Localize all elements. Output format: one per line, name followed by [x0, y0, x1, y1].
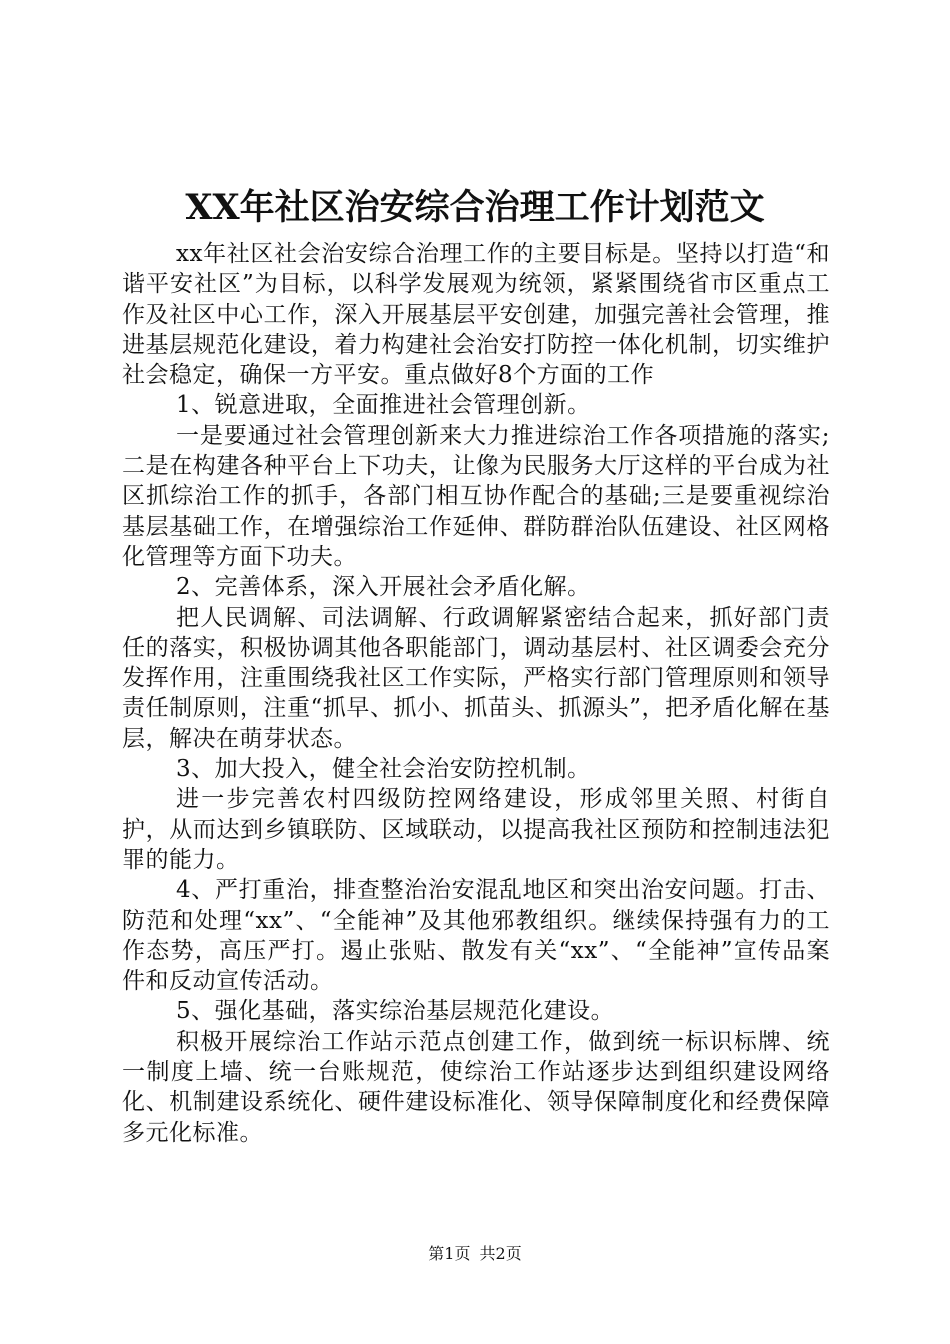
section-4-body: 4、严打重治，排查整治治安混乱地区和突出治安问题。打击、防范和处理“xx”、“全能神”及其他邪教组织。继续保持强有力的工作态势，高压严打。遏止张贴、散发有关“xx”、“全能神”宣传品案件和反动宣传活动。: [122, 877, 830, 995]
section-3-heading: 3、加大投入，健全社会治安防控机制。: [176, 756, 591, 783]
section-5-body: 积极开展综治工作站示范点创建工作，做到统一标识标牌、统一制度上墙、统一台账规范，使综治工作站逐步达到组织建设网络化、机制建设系统化、硬件建设标准化、领导保障制度化和经费保障多元化标准。: [122, 1028, 830, 1146]
section-1-heading: 1、锐意进取，全面推进社会管理创新。: [176, 392, 591, 419]
page-number-total: 共2页: [479, 1244, 522, 1263]
page-footer: [0, 1244, 950, 1264]
section-1-body: 一是要通过社会管理创新来大力推进综治工作各项措施的落实;二是在构建各种平台上下功夫，让像为民服务大厅这样的平台成为社区抓综治工作的抓手，各部门相互协作配合的基础;三是要重视综治基层基础工作，在增强综治工作延伸、群防群治队伍建设、社区网格化管理等方面下功夫。: [122, 422, 830, 570]
intro-paragraph: xx年社区社会治安综合治理工作的主要目标是。坚持以打造“和谐平安社区”为目标，以科学发展观为统领，紧紧围绕省市区重点工作及社区中心工作，深入开展基层平安创建，加强完善社会管理，推进基层规范化建设，着力构建社会治安打防控一体化机制，切实维护社会稳定，确保一方平安。重点做好8个方面的工作: [122, 241, 830, 389]
section-2-body: 把人民调解、司法调解、行政调解紧密结合起来，抓好部门责任的落实，积极协调其他各职能部门，调动基层村、社区调委会充分发挥作用，注重围绕我社区工作实际，严格实行部门管理原则和领导责任制原则，注重“抓早、抓小、抓苗头、抓源头”，把矛盾化解在基层，解决在萌芽状态。: [122, 604, 830, 752]
document-title: XX年社区治安综合治理工作计划范文: [185, 187, 765, 228]
page-number-current: 第1页: [428, 1244, 471, 1263]
section-5-heading: 5、强化基础，落实综治基层规范化建设。: [176, 998, 615, 1025]
document-body: [122, 239, 830, 1148]
section-2-heading: 2、完善体系，深入开展社会矛盾化解。: [176, 574, 591, 601]
section-3-body: 进一步完善农村四级防控网络建设，形成邻里关照、村街自护，从而达到乡镇联防、区域联动，以提高我社区预防和控制违法犯罪的能力。: [122, 786, 830, 873]
